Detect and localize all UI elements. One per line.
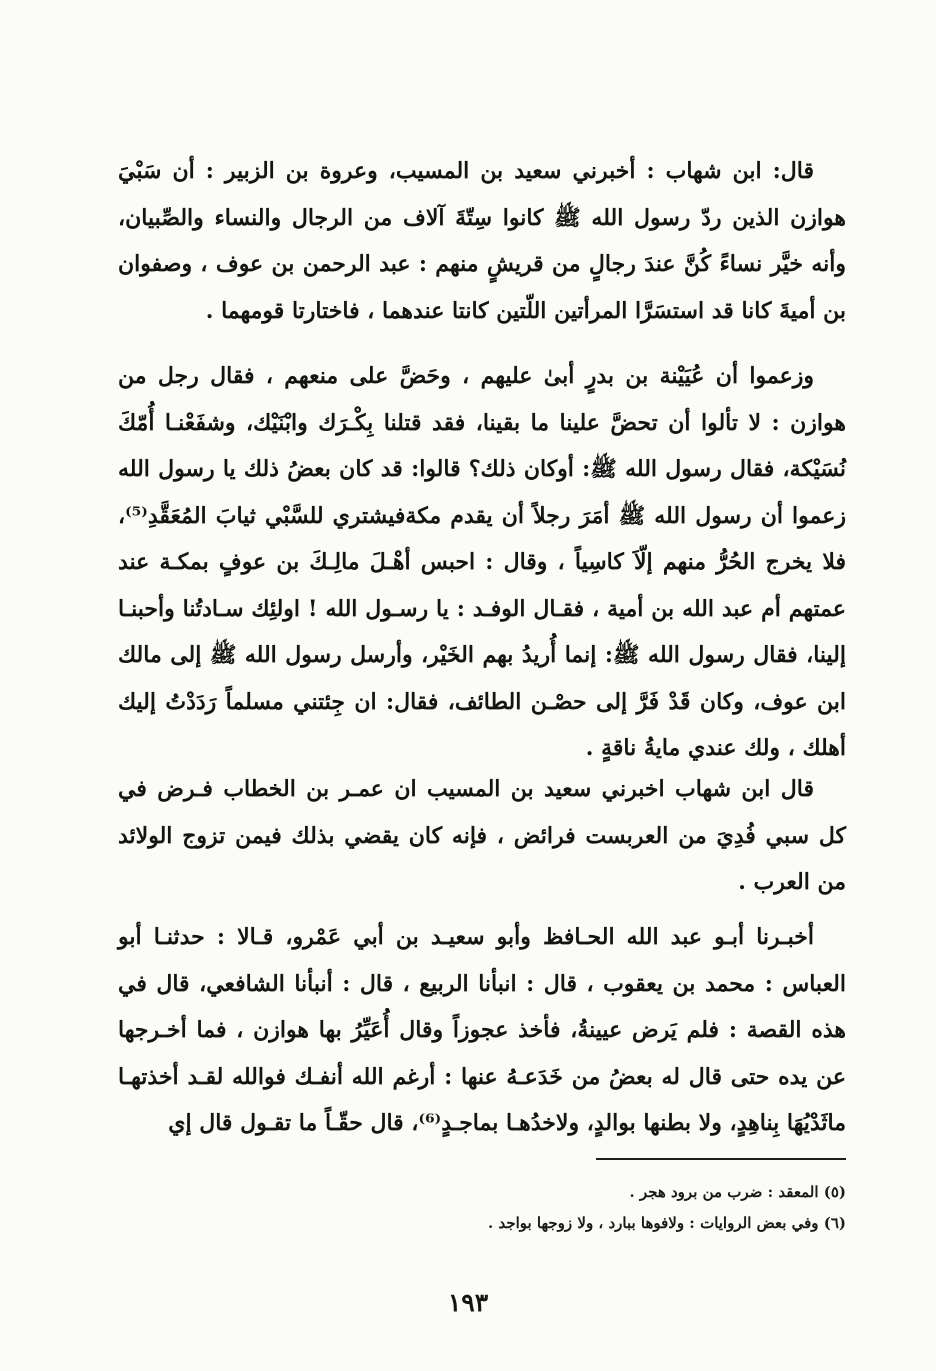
footnote-divider — [596, 1158, 846, 1160]
paragraph-text: وزعموا أن عُيَيْنة بن بدرٍ أبىٰ عليهم ، وحَضَّ على منعهم ، فقال رجل من هوازن : لا تألوا أن تحضَّ علينا ما بقينا، فقد قتلنا بِكْـرَك وابْنَيْك، وشفَعْنـا أُمّكَ نُسَيْكة، فقال رسول الله ﷺ: أوكان ذلك؟ قالوا: قد كان بعضُ ذلك يا رسول الله زعموا أن رسول الله ﷺ أمَرَ رجلاً أن يقدم مكةفيشتري للسَّبْي ثيابَ المُعَقَّدِ⁽⁵⁾، فلا يخرج الحُرُّ منهم إلّاَ كاسِياً ، وقال : احبس أهْـلَ مالِـكَ بن عوفٍ بمكـة عند عمتهم أم عبد الله بن أمية ، فقـال الوفـد : يا رسـول الله ! اولئِك سـادتُنا وأحبنـا إلينا، فقال رسول الله ﷺ: إنما أُريدُ بهم الخَيْر، وأرسل رسول الله ﷺ إلى مالك ابن عوف، وكان قَدْ فَرَّ إلى حصْـن الطائف، فقال: ان جِئتني مسلماً رَدَدْتُ إليك أهلك ، ولك عندي مايةُ ناقةٍ . — [118, 363, 846, 761]
main-text-paragraph-1 — [118, 148, 846, 334]
paragraph-text: أخبـرنا أبـو عبد الله الحـافظ وأبو سعيـد بن أبي عَمْرو، قـالا : حدثنـا أبو العباس : محمد بن يعقوب ، قال : انبأنا الربيع ، قال : أنبأنا الشافعي، قال في هذه القصة : فلم يَرض عيينةُ، فأخذ عجوزاً وقال أُعَيِّرُ بها هوازن ، فما أخـرجها عن يده حتى قال له بعضُ من خَدَعـهُ عنها : أرغم الله أنفـك فوالله لقـد أخذتهـا ماثَدْيُهَا بِناهِدٍ، ولا بطنها بوالدٍ، ولاخدُهـا بماجـدٍ⁽⁶⁾، قال حقّـاً ما تقـول قال إي — [118, 924, 846, 1136]
paragraph-text: قال ابن شهاب اخبرني سعيد بن المسيب ان عمـر بن الخطاب فـرض في كل سبي فُدِيَ من العربست فرائض ، فإنه كان يقضي بذلك فيمن تزوج الولائد من العرب . — [118, 776, 846, 895]
footnote-6: (٦) وفي بعض الروايات : ولافوها ببارد ، ولا زوجها بواجد . — [488, 1214, 846, 1232]
main-text-paragraph-4 — [118, 914, 846, 1147]
page-number: ١٩٣ — [447, 1288, 489, 1317]
footnote-5: (٥) المعقد : ضرب من برود هجر . — [629, 1183, 846, 1201]
main-text-paragraph-2 — [118, 353, 846, 772]
paragraph-text: قال: ابن شهاب : أخبرني سعيد بن المسيب، وعروة بن الزبير : أن سَبْيَ هوازن الذين ردّ رسول الله ﷺ كانوا سِتّةَ آلاف من الرجال والنساء والصِّبيان، وأنه خيَّر نساءً كُنَّ عندَ رجالٍ من قريشٍ منهم : عبد الرحمن بن عوف ، وصفوان بن أميةَ كانا قد استسَرَّا المرأتين اللّتين كانتا عندهما ، فاختارتا قومهما . — [118, 158, 846, 324]
footnotes-section — [300, 1177, 846, 1239]
main-text-paragraph-3 — [118, 766, 846, 906]
